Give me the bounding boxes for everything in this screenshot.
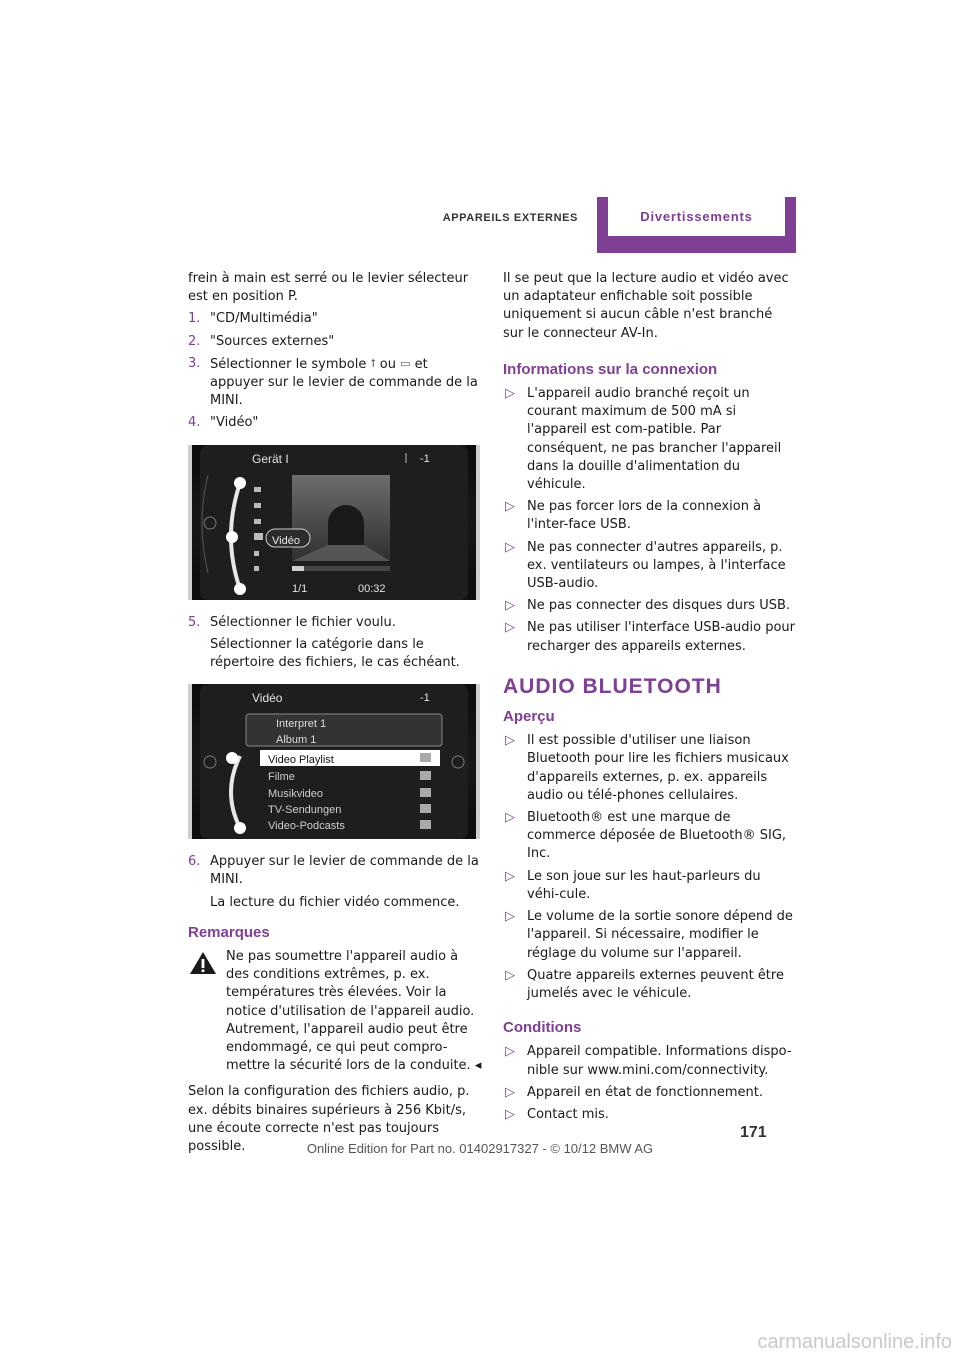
list-item: ▷ Ne pas connecter des disques durs USB. — [505, 598, 791, 614]
intro-text-right: Il se peut que la lecture audio et vidéo avec un adaptateur enfichable soit possible uniquement si aucun câble n'est branché sur le connecteur AV-In. — [503, 271, 789, 341]
remarks-heading: Remarques — [188, 923, 270, 941]
category-item: Musikvideo — [268, 788, 324, 801]
track-number: 1/1 — [292, 582, 308, 595]
step-2: 2. "Sources externes" — [188, 333, 335, 349]
watermark: carmanualsonline.info — [757, 1331, 952, 1353]
video-label: Vidéo — [272, 534, 300, 547]
list-item: ▷ Bluetooth® est une marque de commerce déposée de Bluetooth® SIG, Inc. — [505, 810, 787, 862]
intro-text: frein à main est serré ou le levier sélecteur est en position P. — [188, 271, 469, 305]
screen-counter: -1 — [420, 692, 430, 705]
list-item: ▷ Quatre appareils externes peuvent être jumelés avec le véhicule. — [505, 967, 784, 1001]
chapter-tab-label: Divertissements — [608, 197, 785, 236]
list-item: ▷ Ne pas utiliser l'interface USB-audio pour recharger des appareils externes. — [505, 620, 796, 654]
filter-album: Album 1 — [276, 734, 317, 747]
page-number: 171 — [740, 1124, 767, 1141]
play-time: 00:32 — [358, 582, 386, 595]
note-text: Selon la configuration des fichiers audio, p. ex. débits binaires supérieurs à 256 Kbit/s, une écoute correcte n'est pas toujours possible. — [188, 1084, 470, 1155]
screenshot-video-menu — [188, 445, 480, 600]
list-item: ▷ Contact mis. — [505, 1106, 609, 1122]
filter-artist: Interpret 1 — [276, 718, 327, 731]
overview-heading: Aperçu — [503, 708, 555, 726]
list-item: ▷ Appareil en état de fonctionnement. — [505, 1084, 764, 1100]
screen-title: Gerät I — [252, 451, 289, 466]
device-icon: ▭ — [400, 356, 411, 370]
list-item: ▷ Il est possible d'utiliser une liaison Bluetooth pour lire les fichiers musicaux d'appareils externes, p. ex. appareils audio ou télé-phones cellulaires. — [505, 733, 789, 803]
connection-heading: Informations sur la connexion — [503, 360, 718, 378]
left-column — [188, 270, 482, 1160]
screen-title: Vidéo — [252, 691, 283, 706]
category-item: Filme — [268, 771, 295, 784]
list-item: ▷ Le son joue sur les haut-parleurs du véhi-cule. — [505, 868, 761, 902]
step-5-detail: Sélectionner la catégorie dans le répertoire des fichiers, le cas échéant. — [210, 636, 460, 671]
category-item: TV-Sendungen — [268, 804, 342, 817]
category-item-selected: Video Playlist — [268, 754, 334, 767]
step-4: 4. "Vidéo" — [188, 415, 259, 431]
chapter-tab — [597, 197, 796, 253]
step-6-detail: La lecture du fichier vidéo commence. — [210, 894, 460, 910]
list-item: ▷ Ne pas connecter d'autres appareils, p. ex. ventilateurs ou lampes, à l'interface USB-audio. — [505, 539, 786, 592]
step-6: 6. Appuyer sur le levier de commande de la MINI. — [188, 854, 479, 888]
list-item: ▷ Appareil compatible. Informations dispo-nible sur www.mini.com/connectivity. — [505, 1044, 792, 1078]
step-5: 5. Sélectionner le fichier voulu. — [188, 614, 396, 630]
conditions-heading: Conditions — [503, 1019, 582, 1037]
warning-note: Ne pas soumettre l'appareil audio à des conditions extrêmes, p. ex. températures très élevées. Voir la notice d'utilisation de l'appareil audio. Autrement, l'appareil audio peut être endommagé, ce qui peut compro-mettre la sécurité lors de la conduite. ◂ — [188, 948, 482, 1075]
warning-icon — [188, 950, 218, 976]
category-item: Video-Podcasts — [268, 820, 345, 833]
right-column — [503, 270, 796, 1128]
list-item: ▷ Ne pas forcer lors de la connexion à l'inter-face USB. — [505, 499, 762, 533]
bluetooth-heading: AUDIO BLUETOOTH — [503, 674, 722, 698]
step-1: 1. "CD/Multimédia" — [188, 311, 318, 327]
list-item: ▷ L'appareil audio branché reçoit un courant maximum de 500 mA si l'appareil est com-patible. Par conséquent, ne pas brancher l'appareil dans la douille d'alimentation du véhicule. — [505, 386, 782, 493]
section-title: APPAREILS EXTERNES — [442, 212, 578, 224]
usb-icon: ⭡ — [370, 356, 376, 370]
screen-counter: -1 — [420, 452, 430, 465]
step-3: 3. Sélectionner le symbole ⭡ ou ▭ et appuyer sur le levier de commande de la MINI. — [188, 355, 478, 409]
list-item: ▷ Le volume de la sortie sonore dépend de l'appareil. Si nécessaire, modifier le réglage du volume sur l'appareil. — [505, 909, 793, 961]
screenshot-video-categories — [188, 684, 480, 839]
edition-footer: Online Edition for Part no. 01402917327 - © 10/12 BMW AG — [306, 1141, 654, 1156]
